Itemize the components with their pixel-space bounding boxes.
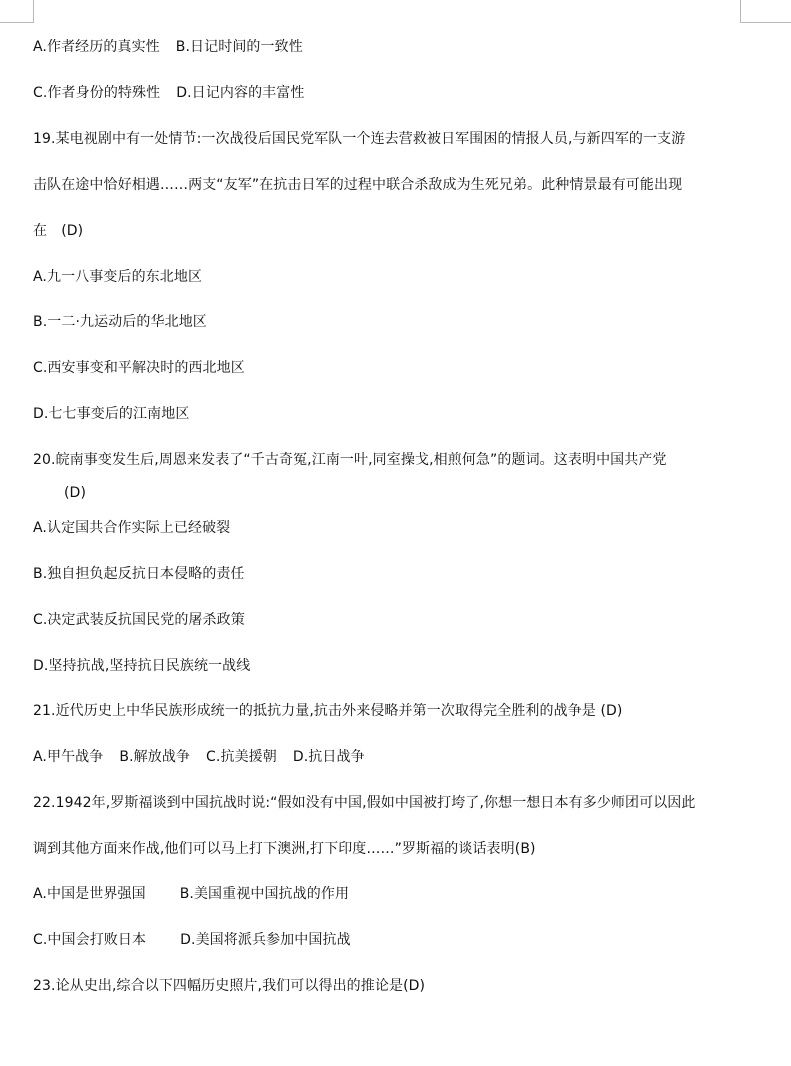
- option-b: B.日记时间的一致性: [175, 39, 303, 55]
- option-d: D.七七事变后的江南地区: [33, 406, 190, 422]
- option-b: B.解放战争: [119, 749, 191, 765]
- page-corner-mark-top-left-h: [0, 22, 34, 23]
- option-d: D.日记内容的丰富性: [176, 85, 305, 101]
- option-line: [33, 84, 304, 102]
- option-d: D.美国将派兵参加中国抗战: [180, 932, 351, 948]
- option-line: [33, 748, 365, 766]
- option-line: [33, 931, 351, 949]
- question-22-text: 22.1942年,罗斯福谈到中国抗战时说:“假如没有中国,假如中国被打垮了,你想一想日本有多少师团可以因此: [33, 795, 696, 811]
- question-19-text: 击队在途中恰好相遇……两支“友军”在抗击日军的过程中联合杀敌成为生死兄弟。此种情景最有可能出现: [33, 177, 683, 193]
- page-corner-mark-top-left: [33, 0, 34, 22]
- question-23-text: 23.论从史出,综合以下四幅历史照片,我们可以得出的推论是(D): [33, 978, 426, 994]
- page-corner-mark-top-right-h: [740, 22, 791, 23]
- question-19-answer: 在 (D): [33, 223, 84, 239]
- option-a: A.认定国共合作实际上已经破裂: [33, 520, 231, 536]
- question-22-text: 调到其他方面来作战,他们可以马上打下澳洲,打下印度……”罗斯福的谈话表明(B): [33, 841, 536, 857]
- option-a: A.作者经历的真实性: [33, 39, 160, 55]
- option-a: A.九一八事变后的东北地区: [33, 269, 203, 285]
- page-corner-mark-top-right: [740, 0, 741, 22]
- option-c: C.作者身份的特殊性: [33, 85, 161, 101]
- option-b: B.一二·九运动后的华北地区: [33, 314, 207, 330]
- option-c: C.中国会打败日本: [33, 932, 147, 948]
- option-c: C.西安事变和平解决时的西北地区: [33, 360, 245, 376]
- question-20-answer: (D): [64, 485, 87, 501]
- option-c: C.决定武装反抗国民党的屠杀政策: [33, 612, 245, 628]
- option-line: [33, 38, 303, 56]
- question-19-text: 19.某电视剧中有一处情节:一次战役后国民党军队一个连去营救被日军围困的情报人员,与新四军的一支游: [33, 131, 686, 147]
- option-a: A.中国是世界强国: [33, 886, 146, 902]
- question-20-text: 20.皖南事变发生后,周恩来发表了“千古奇冤,江南一叶,同室操戈,相煎何急”的题词。这表明中国共产党: [33, 452, 667, 468]
- option-d: D.坚持抗战,坚持抗日民族统一战线: [33, 658, 251, 674]
- option-line: [33, 885, 349, 903]
- option-b: B.独自担负起反抗日本侵略的责任: [33, 566, 245, 582]
- option-a: A.甲午战争: [33, 749, 104, 765]
- question-21-text: 21.近代历史上中华民族形成统一的抵抗力量,抗击外来侵略并第一次取得完全胜利的战争是 (D): [33, 703, 623, 719]
- option-c: C.抗美援朝: [206, 749, 277, 765]
- option-d: D.抗日战争: [292, 749, 365, 765]
- option-b: B.美国重视中国抗战的作用: [179, 886, 350, 902]
